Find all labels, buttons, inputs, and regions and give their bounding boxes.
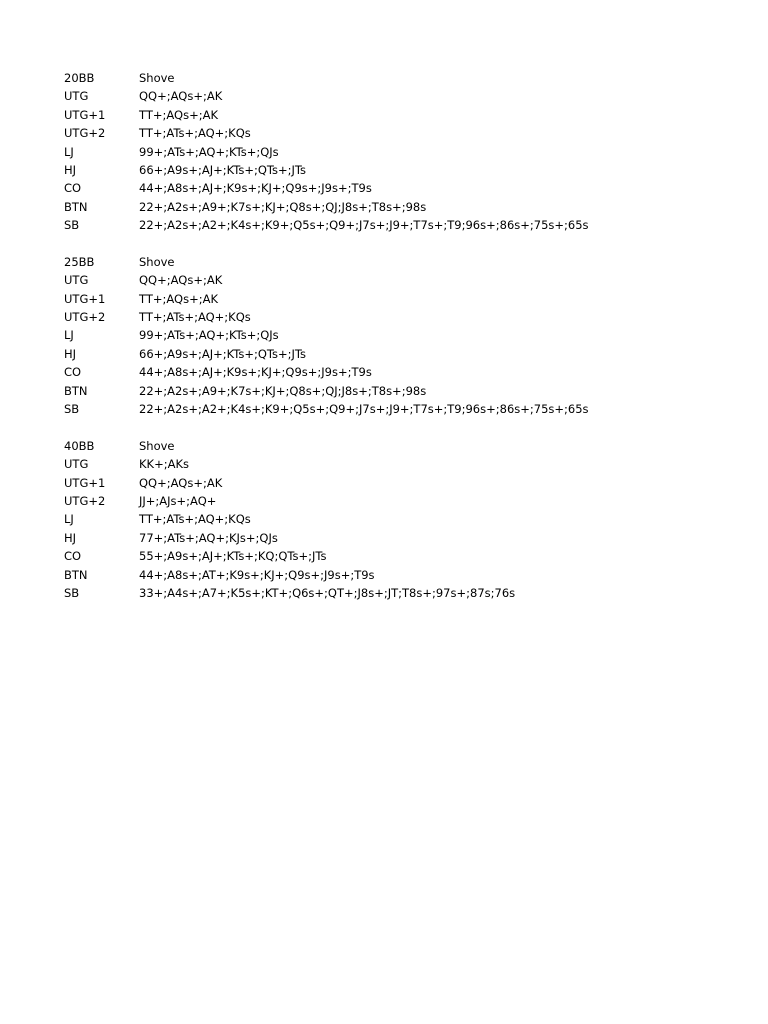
hand-range: QQ+;AQs+;AK	[139, 475, 223, 490]
position-label: LJ	[64, 512, 74, 527]
action-label: Shove	[139, 254, 175, 269]
hand-range: KK+;AKs	[139, 457, 189, 472]
range-row	[64, 290, 754, 308]
range-row	[64, 143, 754, 161]
section-header-row	[64, 253, 754, 271]
position-label: UTG+2	[64, 310, 106, 325]
range-row	[64, 492, 754, 510]
shove-chart-sheet	[64, 69, 754, 602]
action-label: Shove	[139, 71, 175, 85]
position-label: CO	[64, 365, 82, 380]
hand-range: 66+;A9s+;AJ+;KTs+;QTs+;JTs	[139, 346, 307, 361]
position-label: UTG	[64, 457, 89, 472]
position-label: UTG+2	[64, 126, 106, 141]
action-label: Shove	[139, 438, 175, 453]
range-row	[64, 584, 754, 602]
position-label: SB	[64, 585, 80, 600]
range-row	[64, 106, 754, 124]
hand-range: TT+;AQs+;AK	[139, 291, 218, 306]
range-row	[64, 547, 754, 565]
hand-range: 99+;ATs+;AQ+;KTs+;QJs	[139, 144, 279, 159]
position-label: BTN	[64, 567, 88, 582]
hand-range: 22+;A2s+;A2+;K4s+;K9+;Q5s+;Q9+;J7s+;J9+;T7s+;T9;96s+;86s+;75s+;65s	[139, 218, 589, 233]
range-row	[64, 510, 754, 528]
range-row	[64, 382, 754, 400]
position-label: UTG	[64, 89, 89, 104]
position-label: UTG+1	[64, 291, 106, 306]
range-row	[64, 400, 754, 418]
range-row	[64, 216, 754, 234]
position-label: UTG	[64, 273, 89, 288]
position-label: CO	[64, 181, 82, 196]
hand-range: 77+;ATs+;AQ+;KJs+;QJs	[139, 530, 278, 545]
stack-size-label: 40BB	[64, 438, 95, 453]
position-label: HJ	[64, 530, 77, 545]
position-label: LJ	[64, 144, 74, 159]
hand-range: 22+;A2s+;A2+;K4s+;K9+;Q5s+;Q9+;J7s+;J9+;T7s+;T9;96s+;86s+;75s+;65s	[139, 402, 589, 417]
hand-range: QQ+;AQs+;AK	[139, 89, 223, 104]
hand-range: 33+;A4s+;A7+;K5s+;KT+;Q6s+;QT+;J8s+;JT;T8s+;97s+;87s;76s	[139, 585, 516, 600]
range-row	[64, 529, 754, 547]
range-row	[64, 271, 754, 289]
hand-range: TT+;ATs+;AQ+;KQs	[139, 512, 251, 527]
hand-range: TT+;ATs+;AQ+;KQs	[139, 310, 251, 325]
range-row	[64, 345, 754, 363]
range-row	[64, 87, 754, 105]
hand-range: TT+;ATs+;AQ+;KQs	[139, 126, 251, 141]
hand-range: 44+;A8s+;AJ+;K9s+;KJ+;Q9s+;J9s+;T9s	[139, 181, 372, 196]
hand-range: 55+;A9s+;AJ+;KTs+;KQ;QTs+;JTs	[139, 549, 327, 564]
hand-range: 44+;A8s+;AJ+;K9s+;KJ+;Q9s+;J9s+;T9s	[139, 365, 372, 380]
range-row	[64, 308, 754, 326]
stack-size-label: 25BB	[64, 254, 95, 269]
hand-range: 66+;A9s+;AJ+;KTs+;QTs+;JTs	[139, 162, 307, 177]
position-label: SB	[64, 218, 80, 233]
position-label: SB	[64, 402, 80, 417]
position-label: CO	[64, 549, 82, 564]
position-label: LJ	[64, 328, 74, 343]
position-label: BTN	[64, 383, 88, 398]
position-label: UTG+1	[64, 107, 106, 122]
range-row	[64, 179, 754, 197]
hand-range: 22+;A2s+;A9+;K7s+;KJ+;Q8s+;QJ;J8s+;T8s+;98s	[139, 199, 427, 214]
position-label: UTG+1	[64, 475, 106, 490]
stack-section-40bb	[64, 437, 754, 603]
position-label: HJ	[64, 346, 77, 361]
position-label: HJ	[64, 162, 77, 177]
position-label: UTG+2	[64, 493, 106, 508]
stack-section-25bb	[64, 253, 754, 419]
hand-range: 99+;ATs+;AQ+;KTs+;QJs	[139, 328, 279, 343]
hand-range: QQ+;AQs+;AK	[139, 273, 223, 288]
range-row	[64, 198, 754, 216]
section-header-row	[64, 437, 754, 455]
range-row	[64, 455, 754, 473]
range-row	[64, 124, 754, 142]
hand-range: 44+;A8s+;AT+;K9s+;KJ+;Q9s+;J9s+;T9s	[139, 567, 375, 582]
section-header-row	[64, 69, 754, 87]
hand-range: 22+;A2s+;A9+;K7s+;KJ+;Q8s+;QJ;J8s+;T8s+;98s	[139, 383, 427, 398]
range-row	[64, 161, 754, 179]
range-row	[64, 566, 754, 584]
hand-range: TT+;AQs+;AK	[139, 107, 218, 122]
range-row	[64, 326, 754, 344]
range-row	[64, 363, 754, 381]
range-row	[64, 474, 754, 492]
stack-size-label: 20BB	[64, 71, 95, 85]
position-label: BTN	[64, 199, 88, 214]
hand-range: JJ+;AJs+;AQ+	[139, 493, 217, 508]
stack-section-20bb	[64, 69, 754, 235]
